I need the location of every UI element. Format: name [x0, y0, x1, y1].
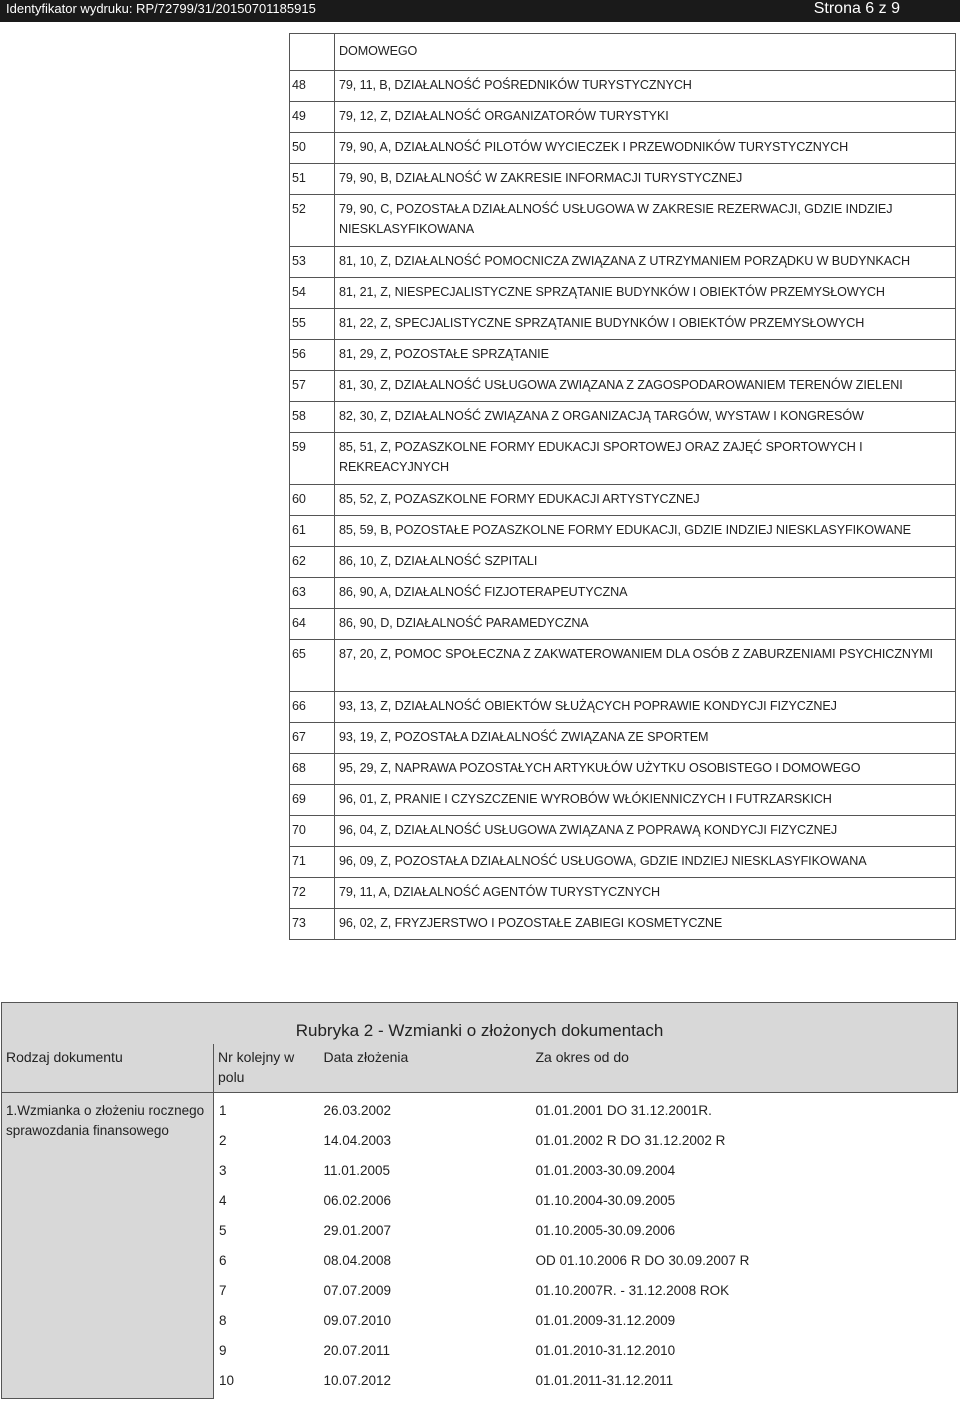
- activity-cell: 79, 11, A, DZIAŁALNOŚĆ AGENTÓW TURYSTYCZNYCH: [335, 878, 956, 909]
- table-row: [290, 816, 956, 847]
- table-row: [290, 247, 956, 278]
- seq-no-cell: 10: [219, 1373, 235, 1388]
- filed-date-cell: 26.03.2002: [323, 1103, 392, 1118]
- period-cell: 01.01.2001 DO 31.12.2001R.: [535, 1103, 712, 1118]
- filed-date-cell: 29.01.2007: [323, 1223, 392, 1238]
- row-number-cell: 64: [290, 609, 335, 640]
- table-row: [290, 164, 956, 195]
- row-number-cell: 60: [290, 485, 335, 516]
- row-number-cell: 61: [290, 516, 335, 547]
- activity-cell: 96, 02, Z, FRYZJERSTWO I POZOSTAŁE ZABIEGI KOSMETYCZNE: [335, 909, 956, 940]
- table-row: [290, 847, 956, 878]
- period-cell: OD 01.10.2006 R DO 30.09.2007 R: [535, 1253, 750, 1268]
- row-number-cell: 56: [290, 340, 335, 371]
- seq-no-cell: 9: [219, 1343, 227, 1358]
- table-row: [290, 195, 956, 247]
- period-cell: 01.10.2004-30.09.2005: [535, 1193, 676, 1208]
- table-row: [290, 433, 956, 485]
- activity-cell: 79, 90, A, DZIAŁALNOŚĆ PILOTÓW WYCIECZEK I PRZEWODNIKÓW TURYSTYCZNYCH: [335, 133, 956, 164]
- activity-cell: 79, 12, Z, DZIAŁALNOŚĆ ORGANIZATORÓW TURYSTYKI: [335, 102, 956, 133]
- row-number-cell: 68: [290, 754, 335, 785]
- seq-no-cell: 1: [219, 1103, 227, 1118]
- row-number-cell: 72: [290, 878, 335, 909]
- table-row: [290, 878, 956, 909]
- seq-no-cell: 8: [219, 1313, 227, 1328]
- activity-cell: 86, 90, D, DZIAŁALNOŚĆ PARAMEDYCZNA: [335, 609, 956, 640]
- activity-cell: DOMOWEGO: [335, 34, 956, 71]
- page-number: Strona 6 z 9: [813, 0, 900, 17]
- table-row: [290, 785, 956, 816]
- row-number-cell: 54: [290, 278, 335, 309]
- row-number-cell: 49: [290, 102, 335, 133]
- activity-cell: 95, 29, Z, NAPRAWA POZOSTAŁYCH ARTYKUŁÓW UŻYTKU OSOBISTEGO I DOMOWEGO: [335, 754, 956, 785]
- row-number-cell: 69: [290, 785, 335, 816]
- activity-cell: 82, 30, Z, DZIAŁALNOŚĆ ZWIĄZANA Z ORGANIZACJĄ TARGÓW, WYSTAW I KONGRESÓW: [335, 402, 956, 433]
- seq-no-cell: 6: [219, 1253, 227, 1268]
- doc-type-header: Rodzaj dokumentu: [2, 1044, 214, 1093]
- row-number-cell: 65: [290, 640, 335, 692]
- period-cell: 01.01.2002 R DO 31.12.2002 R: [535, 1133, 726, 1148]
- section-title: Rubryka 2 - Wzmianki o złożonych dokumentach: [2, 1003, 958, 1045]
- activity-cell: 85, 51, Z, POZASZKOLNE FORMY EDUKACJI SPORTOWEJ ORAZ ZAJĘĆ SPORTOWYCH I REKREACYJNYCH: [335, 433, 956, 485]
- row-number-cell: 62: [290, 547, 335, 578]
- print-identifier: Identyfikator wydruku: RP/72799/31/20150701185915: [6, 1, 316, 16]
- table-row: [290, 485, 956, 516]
- activity-cell: 85, 52, Z, POZASZKOLNE FORMY EDUKACJI ARTYSTYCZNEJ: [335, 485, 956, 516]
- row-number-cell: 59: [290, 433, 335, 485]
- table-row: [290, 371, 956, 402]
- seq-no-cell: 5: [219, 1223, 227, 1238]
- row-number-cell: 52: [290, 195, 335, 247]
- activity-cell: 96, 09, Z, POZOSTAŁA DZIAŁALNOŚĆ USŁUGOWA, GDZIE INDZIEJ NIESKLASYFIKOWANA: [335, 847, 956, 878]
- row-number-cell: 70: [290, 816, 335, 847]
- filed-date-cell: 14.04.2003: [323, 1133, 392, 1148]
- table-row: [290, 102, 956, 133]
- seq-no-cell: 2: [219, 1133, 227, 1148]
- activity-cell: 81, 21, Z, NIESPECJALISTYCZNE SPRZĄTANIE BUDYNKÓW I OBIEKTÓW PRZEMYSŁOWYCH: [335, 278, 956, 309]
- table-row: [290, 71, 956, 102]
- period-cell: 01.01.2009-31.12.2009: [535, 1313, 676, 1328]
- doc-type-cell: 1.Wzmianka o złożeniu rocznego sprawozdania finansowego: [2, 1093, 214, 1399]
- row-number-cell: 73: [290, 909, 335, 940]
- activity-cell: 96, 01, Z, PRANIE I CZYSZCZENIE WYROBÓW WŁÓKIENNICZYCH I FUTRZARSKICH: [335, 785, 956, 816]
- row-number-cell: 55: [290, 309, 335, 340]
- activity-cell: 79, 90, C, POZOSTAŁA DZIAŁALNOŚĆ USŁUGOWA W ZAKRESIE REZERWACJI, GDZIE INDZIEJ NIESKLASYFIKOWANA: [335, 195, 956, 247]
- seq-no-header: Nr kolejny w polu: [214, 1044, 320, 1093]
- row-number-cell: 50: [290, 133, 335, 164]
- table-row: [290, 309, 956, 340]
- table-row: [290, 909, 956, 940]
- activity-cell: 81, 30, Z, DZIAŁALNOŚĆ USŁUGOWA ZWIĄZANA Z ZAGOSPODAROWANIEM TERENÓW ZIELENI: [335, 371, 956, 402]
- activity-cell: 85, 59, B, POZOSTAŁE POZASZKOLNE FORMY EDUKACJI, GDZIE INDZIEJ NIESKLASYFIKOWANE: [335, 516, 956, 547]
- table-row: [290, 609, 956, 640]
- print-header-bar: [0, 0, 960, 22]
- activity-cell: 87, 20, Z, POMOC SPOŁECZNA Z ZAKWATEROWANIEM DLA OSÓB Z ZABURZENIAMI PSYCHICZNYMI: [335, 640, 956, 692]
- activity-cell: 93, 13, Z, DZIAŁALNOŚĆ OBIEKTÓW SŁUŻĄCYCH POPRAWIE KONDYCJI FIZYCZNEJ: [335, 692, 956, 723]
- period-header: Za okres od do: [532, 1044, 958, 1093]
- rubric-2-table: [1, 1002, 958, 1399]
- table-row: [290, 754, 956, 785]
- list-item: [2, 1093, 958, 1129]
- activity-cell: 93, 19, Z, POZOSTAŁA DZIAŁALNOŚĆ ZWIĄZANA ZE SPORTEM: [335, 723, 956, 754]
- period-cell: 01.01.2003-30.09.2004: [535, 1163, 676, 1178]
- row-number-cell: 51: [290, 164, 335, 195]
- period-cell: 01.10.2005-30.09.2006: [535, 1223, 676, 1238]
- table-row: [290, 723, 956, 754]
- table-row: [290, 692, 956, 723]
- filed-date-cell: 06.02.2006: [323, 1193, 392, 1208]
- table-row: [290, 640, 956, 692]
- table-row: [290, 34, 956, 71]
- activity-cell: 81, 10, Z, DZIAŁALNOŚĆ POMOCNICZA ZWIĄZANA Z UTRZYMANIEM PORZĄDKU W BUDYNKACH: [335, 247, 956, 278]
- filed-date-header: Data złożenia: [320, 1044, 532, 1093]
- activity-cell: 86, 90, A, DZIAŁALNOŚĆ FIZJOTERAPEUTYCZNA: [335, 578, 956, 609]
- row-number-cell: 67: [290, 723, 335, 754]
- filed-date-cell: 20.07.2011: [323, 1343, 391, 1358]
- activity-cell: 96, 04, Z, DZIAŁALNOŚĆ USŁUGOWA ZWIĄZANA Z POPRAWĄ KONDYCJI FIZYCZNEJ: [335, 816, 956, 847]
- row-number-cell: 71: [290, 847, 335, 878]
- table-row: [290, 578, 956, 609]
- row-number-cell: 57: [290, 371, 335, 402]
- row-number-cell: 53: [290, 247, 335, 278]
- filed-date-cell: 11.01.2005: [323, 1163, 391, 1178]
- seq-no-cell: 7: [219, 1283, 227, 1298]
- row-number-cell: 48: [290, 71, 335, 102]
- activity-cell: 79, 90, B, DZIAŁALNOŚĆ W ZAKRESIE INFORMACJI TURYSTYCZNEJ: [335, 164, 956, 195]
- row-number-cell: [290, 34, 335, 71]
- activity-cell: 79, 11, B, DZIAŁALNOŚĆ POŚREDNIKÓW TURYSTYCZNYCH: [335, 71, 956, 102]
- seq-no-cell: 4: [219, 1193, 227, 1208]
- row-number-cell: 58: [290, 402, 335, 433]
- table-row: [290, 547, 956, 578]
- table-row: [290, 402, 956, 433]
- row-number-cell: 63: [290, 578, 335, 609]
- header-row: [2, 1044, 958, 1093]
- table-row: [290, 516, 956, 547]
- filed-date-cell: 08.04.2008: [323, 1253, 392, 1268]
- pkd-activity-table: [289, 33, 956, 940]
- table-row: [290, 340, 956, 371]
- activity-cell: 81, 29, Z, POZOSTAŁE SPRZĄTANIE: [335, 340, 956, 371]
- filed-date-cell: 07.07.2009: [323, 1283, 392, 1298]
- seq-no-cell: 3: [219, 1163, 227, 1178]
- table-row: [290, 278, 956, 309]
- period-cell: 01.10.2007R. - 31.12.2008 ROK: [535, 1283, 730, 1298]
- activity-cell: 86, 10, Z, DZIAŁALNOŚĆ SZPITALI: [335, 547, 956, 578]
- filed-date-cell: 09.07.2010: [323, 1313, 392, 1328]
- period-cell: 01.01.2011-31.12.2011: [535, 1373, 674, 1388]
- filed-date-cell: 10.07.2012: [323, 1373, 392, 1388]
- activity-cell: 81, 22, Z, SPECJALISTYCZNE SPRZĄTANIE BUDYNKÓW I OBIEKTÓW PRZEMYSŁOWYCH: [335, 309, 956, 340]
- row-number-cell: 66: [290, 692, 335, 723]
- table-row: [290, 133, 956, 164]
- period-cell: 01.01.2010-31.12.2010: [535, 1343, 676, 1358]
